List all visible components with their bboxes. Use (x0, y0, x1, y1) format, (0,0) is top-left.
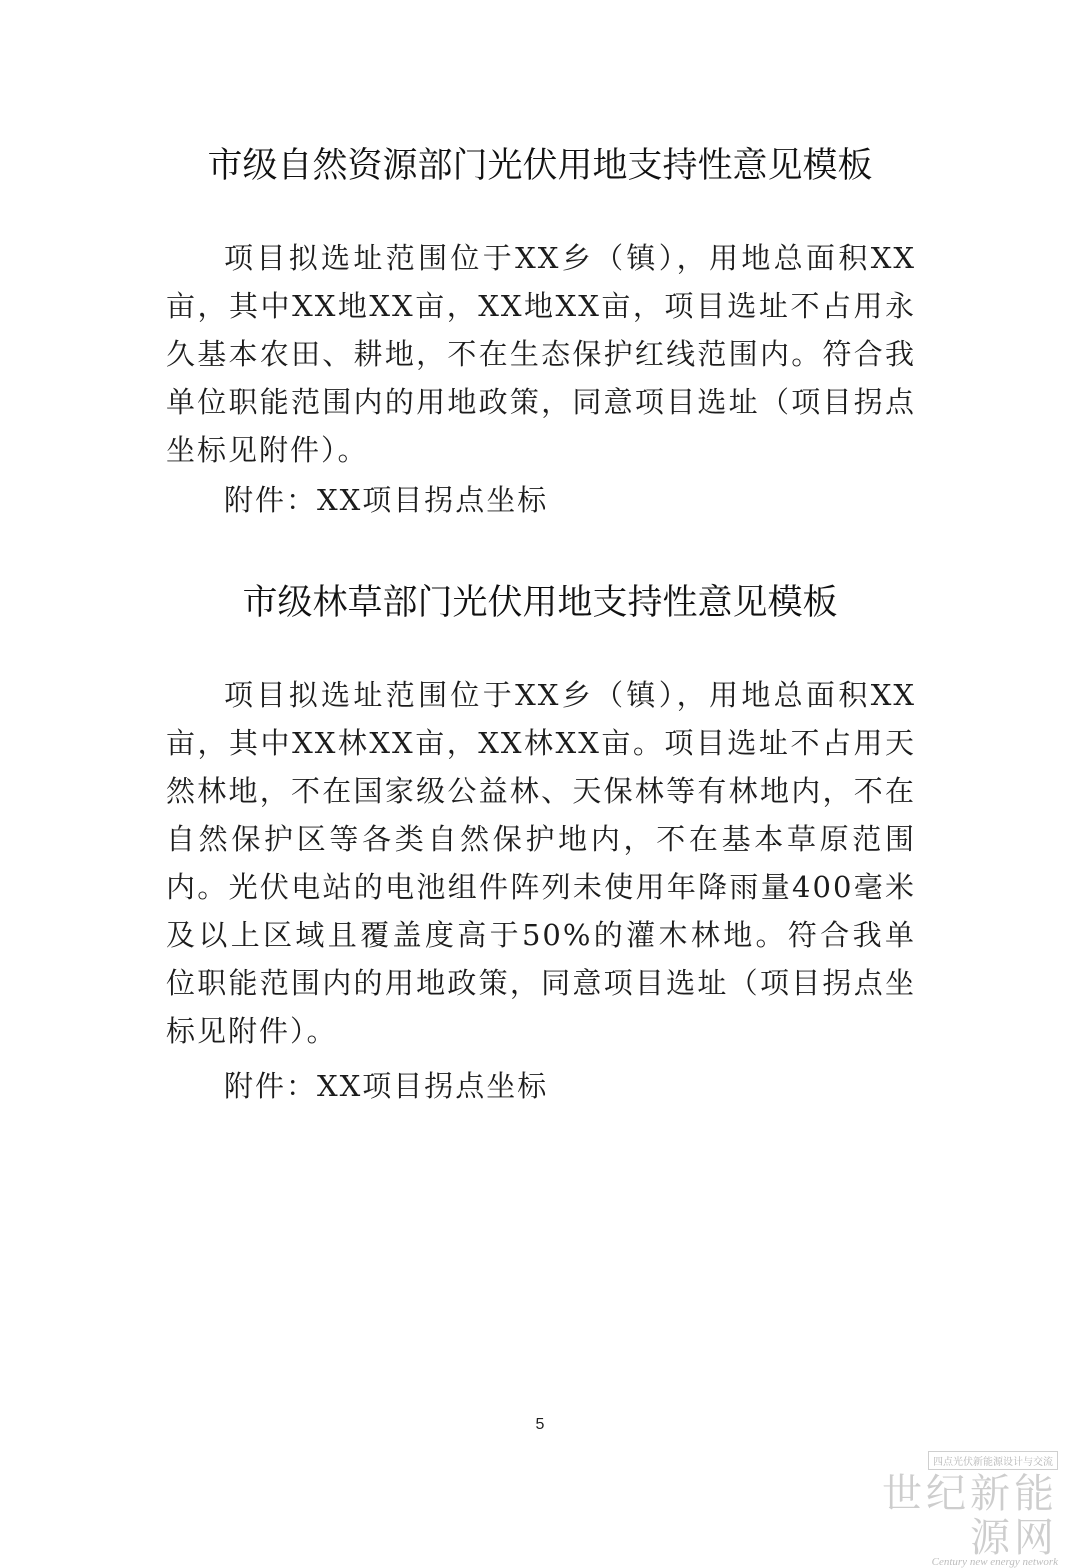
watermark-logo (858, 1450, 1058, 1568)
section-2-attachment-note: 附件：XX项目拐点坐标 (224, 1069, 549, 1103)
section-1-title: 市级自然资源部门光伏用地支持性意见模板 (207, 146, 873, 186)
watermark-main-text: 世纪新能源网 (882, 1471, 1058, 1561)
watermark-top-line: 四点光伏新能源设计与交流 (928, 1451, 1058, 1470)
watermark-sub-text: Century new energy network (931, 1556, 1058, 1568)
section-2-paragraph: 项目拟选址范围位于XX乡（镇），用地总面积XX亩，其中XX林XX亩，XX林XX亩。项目选址不占用天然林地，不在国家级公益林、天保林等有林地内，不在自然保护区等各类自然保护地内，不在基本草原范围内。光伏电站的电池组件阵列未使用年降雨量400毫米及以上区域且覆盖度高于50%的灌木林地。符合我单位职能范围内的用地政策，同意项目选址（项目拐点坐标见附件）。 (166, 678, 916, 1048)
section-1-attachment-note: 附件：XX项目拐点坐标 (224, 483, 549, 517)
page-number: 5 (535, 1416, 545, 1433)
section-1-paragraph: 项目拟选址范围位于XX乡（镇），用地总面积XX亩，其中XX地XX亩，XX地XX亩，项目选址不占用永久基本农田、耕地，不在生态保护红线范围内。符合我单位职能范围内的用地政策，同意项目选址（项目拐点坐标见附件）。 (166, 241, 916, 467)
section-2-title: 市级林草部门光伏用地支持性意见模板 (242, 583, 838, 623)
